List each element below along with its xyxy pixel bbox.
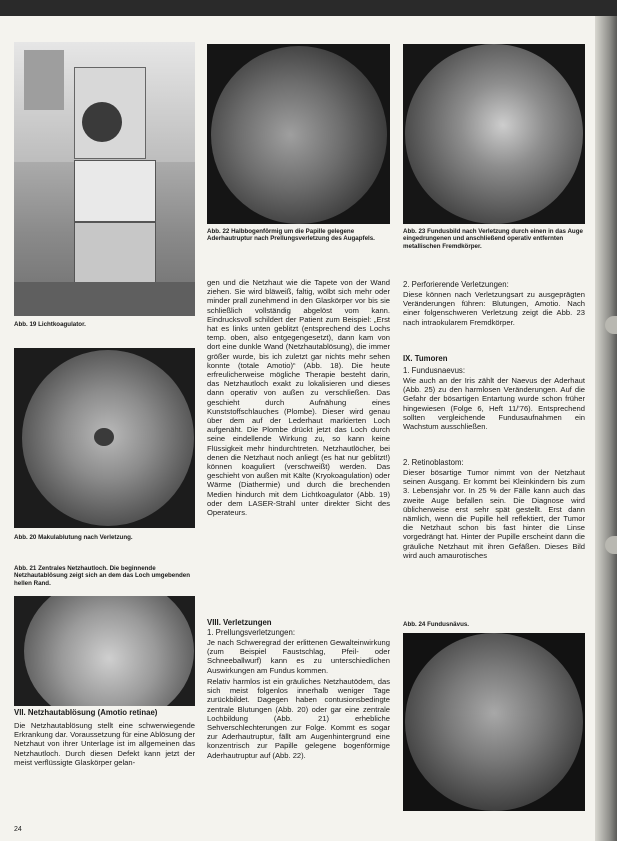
body-middle: gen und die Netzhaut wie die Tapete von der Wand ziehen. Sie wird bläweiß, faltig, wölbt sich mehr oder minder prall zunehmend in den Glaskörper vor bis sie schließlich vollständig abgelöst vom kann. Eindrucksvoll schildert der Patient zum Beispiel: „Erst hat es links unten geblitzt (entsprechend des Lochs temp. oben, also entgegengesetzt), dann kam von dort eine dunkle Wand (Netzhautablösung), die immer größer wurde, bis ich zuletzt gar nichts mehr sehen konnte (totale Amotio)“ (Abb. 18). Die heute erfreulicherweise mögliche Therapie besteht darin, das Netzhautloch exakt zu lokalisieren und dieses dann operativ von außen zu verschließen. Das geschieht durch Aufnähung eines Kunststoffschlauches (Plombe). Dieser wird genau über dem auf der Lederhaut markierten Loch aufgenäht. Die Plombe drückt jetzt das Loch durch seine eindellende Wirkung zu, so kann keine Flüssigkeit mehr hindurchtreten. Netzhautlöcher, bei denen die Netzhaut noch anliegt (es hat nur geblitzt!) können koaguliert (verschweißt) werden. Das geschieht von außen mit Kälte (Kryokoagulation) oder Wärme (Diathermie) und durch die brechenden Medien hindurch mit dem Lichtkoagulator (Abb. 19) oder dem LASER-Strahl unter direkter Sicht des Operateurs.	[207, 278, 390, 518]
photo-fundus-naevus	[403, 633, 585, 811]
heading-viii: VIII. Verletzungen	[207, 618, 272, 627]
caption-abb21: Abb. 21 Zentrales Netzhautloch. Die beginnende Netzhautablösung zeigt sich an dem das Loch umgebenden hellen Rand.	[14, 565, 191, 587]
heading-perforating: 2. Perforierende Verletzungen:	[403, 280, 509, 289]
heading-ix: IX. Tumoren	[403, 354, 448, 363]
subheading-ix-1: 1. Fundusnaevus:	[403, 366, 465, 375]
caption-abb19: Abb. 19 Lichtkoagulator.	[14, 321, 86, 328]
body-ix-2: Dieser bösartige Tumor nimmt von der Netzhaut seinen Ausgang. Er kommt bei Kleinkindern bis zum 3. Lebensjahr vor. In 25 % der Fälle kann auch das zweite Auge befallen sein. Die Diagnose wird üblicherweise erst sehr spät gestellt. Erst dann nämlich, wenn die Pupille hell reflektiert, der Tumor die Netzhaut schon bis fast hinter die Linse vorgedrängt hat. Hinter der Pupille erscheint dann die gräuliche Netzhaut mit ihren Gefäßen. Dieses Bild wird auch amaurotisches	[403, 468, 585, 560]
photo-foreign-body-injury	[403, 44, 585, 224]
body-viii-2: Relativ harmlos ist ein gräuliches Netzhautödem, das sich meist folgenlos innerhalb weniger Tage zurückbildet. Dagegen haben contusionsbedingte zentrale Blutungen (Abb. 20) oder gar eine zentrale Lochbildung (Abb. 21) erhebliche Sehverschlechterungen zur Folge. Kommt es sogar zur Aderhautruptur, fällt am Augenhintergrund eine konzentrisch zur Papille gelegene bogenförmige Aderhautruptur auf (Abb. 22).	[207, 677, 390, 760]
heading-vii: VII. Netzhautablösung (Amotio retinae)	[14, 708, 158, 717]
photo-choroid-rupture	[207, 44, 390, 224]
body-perforating: Diese können nach Verletzungsart zu ausgeprägten Veränderungen führen: Blutungen, Amotio. Nach einer folgenschweren Verletzung zeigt die Abb. 23 nach intraokularem Fremdkörper.	[403, 290, 585, 327]
caption-abb20: Abb. 20 Makulablutung nach Verletzung.	[14, 534, 133, 541]
caption-abb22: Abb. 22 Halbbogenförmig um die Papille gelegene Aderhautruptur nach Prellungsverletzung des Augapfels.	[207, 228, 375, 243]
subheading-viii-1: 1. Prellungsverletzungen:	[207, 628, 295, 637]
body-vii: Die Netzhautablösung stellt eine schwerwiegende Erkrankung dar. Voraussetzung für eine Ablösung der Netzhaut von ihrer Unterlage ist im allgemeinen das Netzhautloch. Durch diesen Defekt kann jetzt der meist verflüssigte Glaskörper gelan-	[14, 721, 195, 767]
subheading-ix-2: 2. Retinoblastom:	[403, 458, 464, 467]
photo-retinal-hole	[14, 596, 195, 706]
photo-light-coagulator	[14, 42, 195, 316]
body-ix-1: Wie auch an der Iris zählt der Naevus der Aderhaut (Abb. 25) zu den harmlosen Veränderungen. Auf die Gefahr der bösartigen Entartung wurde schon früher hingewiesen (Folge 6, Heft 11/'76). Entsprechend sollten vergleichende Fundusaufnahmen ein Wachstum ausschließen.	[403, 376, 585, 432]
photo-macula-bleeding	[14, 348, 195, 528]
body-viii-1: Je nach Schweregrad der erlittenen Gewalteinwirkung (zum Beispiel Faustschlag, Pfeil- oder Schneeballwurf) kann es zu unterschiedlichen Auswirkungen am Fundus kommen.	[207, 638, 390, 675]
scan-right-edge	[595, 16, 617, 841]
caption-abb24: Abb. 24 Fundusnävus.	[403, 621, 470, 628]
caption-abb23: Abb. 23 Fundusbild nach Verletzung durch einen in das Auge eingedrungenen und anschließend operativ entfernten metallischen Fremdkörper.	[403, 228, 583, 250]
scan-top-border	[0, 0, 617, 16]
page-number: 24	[14, 826, 22, 833]
